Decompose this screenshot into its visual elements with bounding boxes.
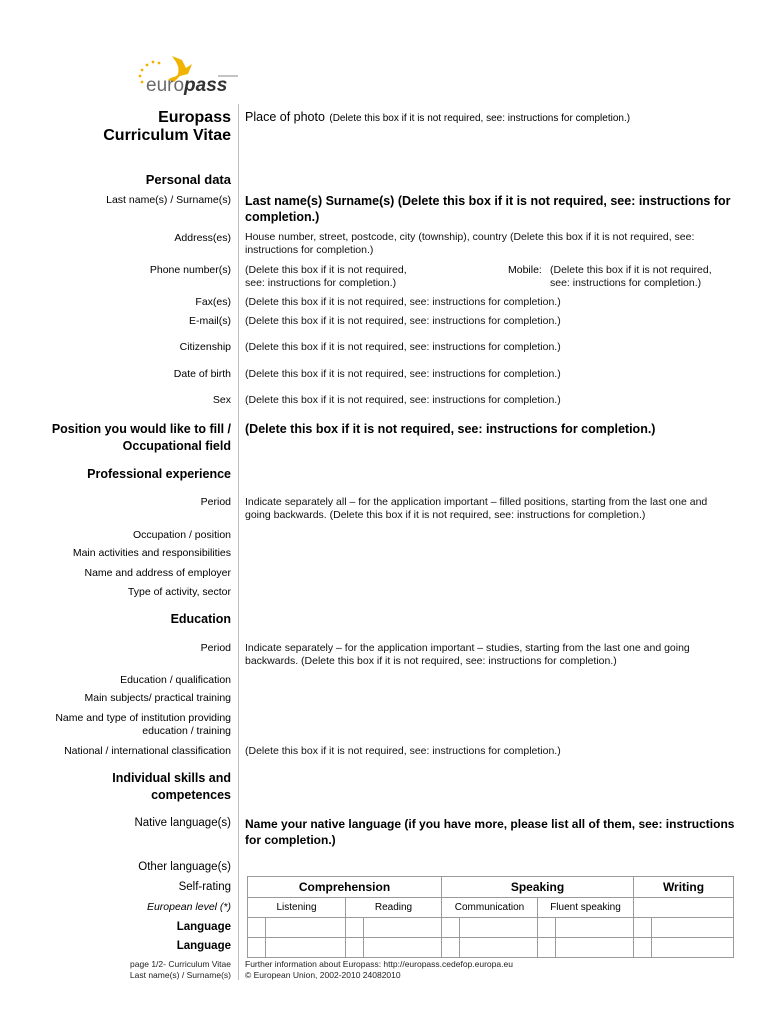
education-heading: Education [170,612,231,626]
email-label: E-mail(s) [189,315,231,327]
native-language-label: Native language(s) [134,817,231,829]
table-cell[interactable] [556,938,634,958]
table-cell[interactable] [538,918,556,938]
table-header-row [248,877,734,898]
fluent-speaking-header: Fluent speaking [538,898,634,918]
table-cell[interactable] [460,918,538,938]
table-cell[interactable] [442,938,460,958]
table-subheader-row [248,898,734,918]
other-language-label: Other language(s) [138,861,231,873]
logo-text-euro: euro [146,75,185,96]
qualification-label: Education / qualification [120,674,231,686]
footer-info-link[interactable]: Further information about Europass: http://europass.cedefop.europa.eu [245,959,513,969]
table-cell[interactable] [266,918,346,938]
writing-subheader [634,898,734,918]
table-cell[interactable] [634,938,652,958]
edu-period-label: Period [200,642,231,654]
edu-period-value: Indicate separately – for the application important – studies, starting from the last one and going backwards. (Delete this box if it is not required, see: instructions for completion.) [245,642,690,667]
photo-placeholder [245,108,630,126]
position-label: Position you would like to fill / Occupational field [51,422,231,453]
table-cell[interactable] [248,938,266,958]
native-language-value: Name your native language (if you have more, please list all of them, see: instructions for completion.) [245,817,735,847]
table-cell[interactable] [538,938,556,958]
reading-header: Reading [346,898,442,918]
table-cell[interactable] [266,938,346,958]
table-cell[interactable] [460,938,538,958]
exp-period-value: Indicate separately all – for the application important – filled positions, starting from the last one and going backwards. (Delete this box if it is not required, see: instructions for completion.) [245,496,708,521]
table-row [248,918,734,938]
table-cell[interactable] [652,938,734,958]
position-value: (Delete this box if it is not required, see: instructions for completion.) [245,422,656,436]
table-cell[interactable] [652,918,734,938]
footer-page: page 1/2- Curriculum Vitae [130,959,231,969]
self-rating-label: Self-rating [178,881,231,893]
surname-label: Last name(s) / Surname(s) [106,194,231,206]
listening-header: Listening [248,898,346,918]
activities-label: Main activities and responsibilities [72,547,231,559]
institution-label: Name and type of institution providing education / training [55,712,231,737]
phone-value: (Delete this box if it is not required, see: instructions for completion.) [245,264,407,289]
language-row-label-1: Language [176,921,231,933]
table-cell[interactable] [364,938,442,958]
cv-title-line2: Curriculum Vitae [103,127,231,144]
footer-left [130,959,231,981]
writing-header: Writing [634,877,734,898]
experience-heading: Professional experience [87,467,231,481]
cv-title-line1: Europass [158,109,231,126]
address-value: House number, street, postcode, city (township), country (Delete this box if it is not required, see: instructions for completion.) [245,231,695,256]
photo-note: (Delete this box if it is not required, see: instructions for completion.) [329,113,631,124]
table-cell[interactable] [248,918,266,938]
employer-label: Name and address of employer [84,567,231,579]
table-cell[interactable] [634,918,652,938]
table-cell[interactable] [556,918,634,938]
photo-label: Place of photo [245,110,325,124]
mobile-label: Mobile: [508,264,542,276]
citizenship-value: (Delete this box if it is not required, see: instructions for completion.) [245,341,561,353]
email-value: (Delete this box if it is not required, see: instructions for completion.) [245,315,561,327]
fax-label: Fax(es) [195,296,231,308]
language-row-label-2: Language [176,940,231,952]
sex-label: Sex [212,394,231,406]
dob-label: Date of birth [173,368,231,380]
footer-surname: Last name(s) / Surname(s) [129,970,231,980]
footer-right [245,959,513,981]
table-cell[interactable] [346,938,364,958]
address-label: Address(es) [174,232,231,244]
phone-label: Phone number(s) [149,264,231,276]
table-row [248,938,734,958]
europass-logo [132,52,242,100]
skills-heading: Individual skills and competences [112,771,231,802]
language-self-rating-table [247,876,734,958]
sex-value: (Delete this box if it is not required, see: instructions for completion.) [245,394,561,406]
surname-value: Last name(s) Surname(s) (Delete this box if it is not required, see: instructions for completion.) [245,194,731,224]
exp-period-label: Period [200,496,231,508]
vertical-divider [238,104,239,980]
fax-value: (Delete this box if it is not required, see: instructions for completion.) [245,296,561,308]
subjects-label: Main subjects/ practical training [84,692,231,704]
sector-label: Type of activity, sector [127,586,231,598]
european-level-label: European level (*) [146,901,231,913]
occupation-label: Occupation / position [132,529,231,541]
footer-copyright: © European Union, 2002-2010 24082010 [245,970,401,980]
communication-header: Communication [442,898,538,918]
mobile-value: (Delete this box if it is not required, see: instructions for completion.) [550,264,712,289]
table-cell[interactable] [346,918,364,938]
classification-label: National / international classification [64,745,231,757]
citizenship-label: Citizenship [179,341,231,353]
table-cell[interactable] [364,918,442,938]
comprehension-header: Comprehension [248,877,442,898]
dob-value: (Delete this box if it is not required, see: instructions for completion.) [245,368,561,380]
classification-value: (Delete this box if it is not required, see: instructions for completion.) [245,745,561,757]
logo-text-pass: pass [184,75,228,96]
speaking-header: Speaking [442,877,634,898]
personal-data-heading: Personal data [145,172,231,187]
table-cell[interactable] [442,918,460,938]
